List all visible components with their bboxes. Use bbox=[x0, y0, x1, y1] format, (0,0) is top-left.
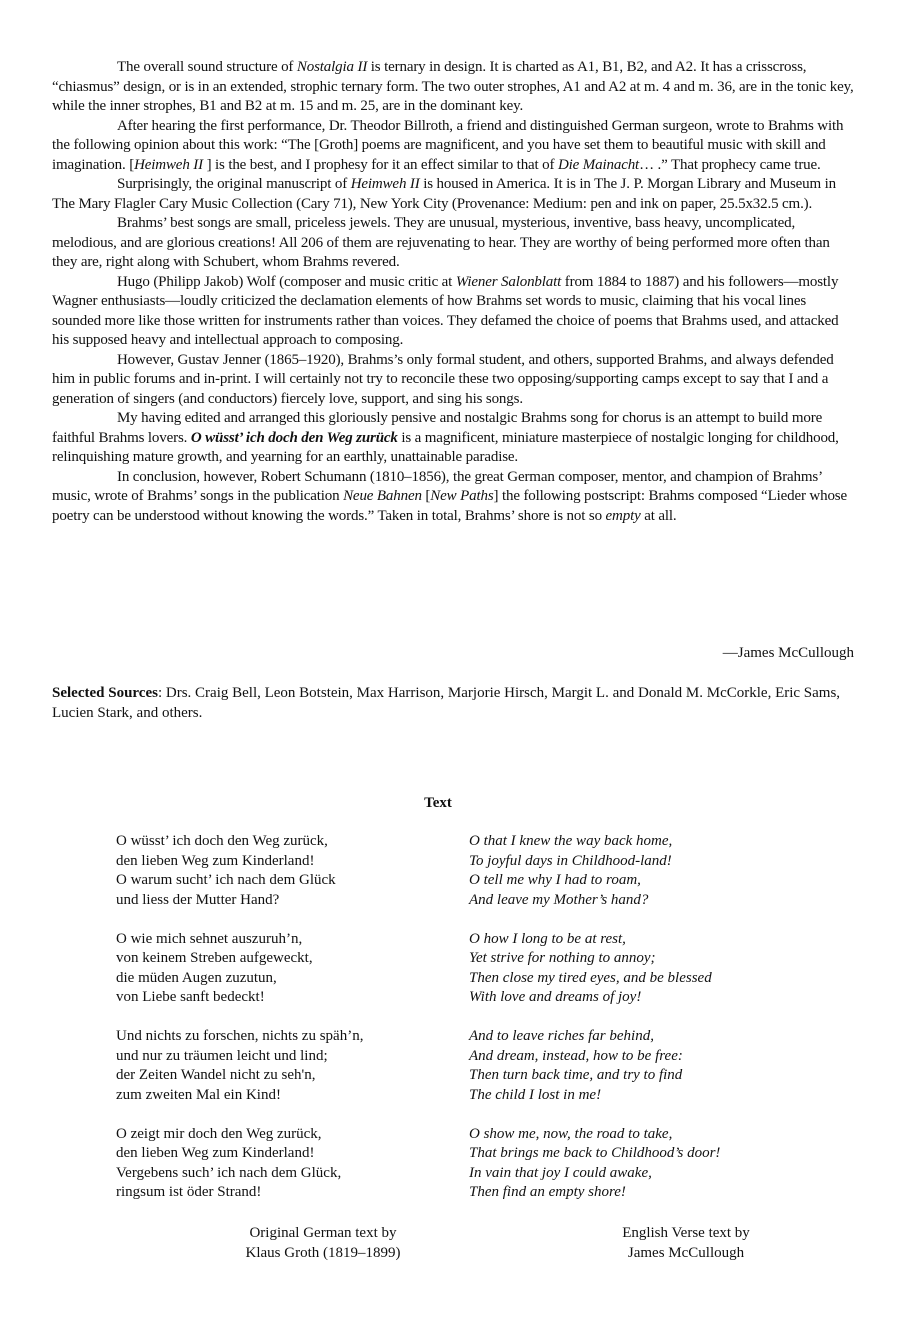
essay-paragraph bbox=[52, 273, 854, 351]
emphasized-text: Die Mainacht bbox=[557, 156, 640, 173]
emphasized-text: Neue Bahnen bbox=[343, 488, 422, 504]
english-credit-line: James McCullough bbox=[627, 1244, 745, 1261]
english-poem-line: To joyful days in Childhood-land! bbox=[469, 852, 672, 869]
essay-paragraph bbox=[52, 117, 854, 176]
essay-signature: —James McCullough bbox=[722, 645, 854, 661]
paragraph-text: ] is the best, and I prophesy for it an effect similar to that of bbox=[202, 156, 558, 173]
sources-text: : Drs. Craig Bell, Leon Botstein, Max Harrison, Marjorie Hirsch, Margit L. and Donald M. McCorkle, Eric Sams, Lucien Stark, and others. bbox=[52, 685, 841, 721]
essay-paragraph bbox=[52, 351, 854, 410]
paragraph-text: Brahms’ best songs are small, priceless jewels. They are unusual, mysterious, inventive, bass heavy, uncomplicated, melodious, and are glorious creations! All 206 of them are rejuvenating to hear. They are worthy of being performed more often than they are, right along with Schubert, whom Brahms revered. bbox=[52, 215, 830, 270]
essay-paragraph bbox=[52, 58, 854, 117]
german-poem-stanza bbox=[116, 1027, 436, 1105]
german-poem-line: O wüsst’ ich doch den Weg zurück, bbox=[116, 833, 328, 849]
sources-label: Selected Sources bbox=[52, 685, 158, 701]
german-poem-line: Vergebens such’ ich nach dem Glück, bbox=[116, 1164, 342, 1181]
selected-sources bbox=[52, 684, 852, 723]
english-poem-line: Then close my tired eyes, and be blessed bbox=[469, 969, 712, 986]
paragraph-text: ] the following postscript: Brahms composed “Lieder whose poetry can be understood without knowing the words.” Taken in total, Brahms’ shore is not so bbox=[52, 488, 847, 524]
german-credit-line: Original German text by bbox=[249, 1225, 397, 1241]
essay-paragraph bbox=[52, 175, 854, 214]
essay-body bbox=[52, 58, 854, 526]
german-poem-line: den lieben Weg zum Kinderland! bbox=[116, 1145, 315, 1161]
emphasized-text: Heimweh II bbox=[350, 176, 420, 192]
essay-paragraph bbox=[52, 409, 854, 468]
german-poem-line: O warum sucht’ ich nach dem Glück bbox=[116, 872, 336, 888]
english-poem-stanza bbox=[469, 1027, 799, 1105]
german-poem-line: und liess der Mutter Hand? bbox=[116, 891, 280, 908]
paragraph-text: … .” That prophecy came true. bbox=[639, 156, 821, 173]
paragraph-text: at all. bbox=[640, 507, 677, 524]
paragraph-text: is ternary in design. It is charted as A1, B1, B2, and A2. It has a crisscross, “chiasmus” design, or is in an extended, strophic ternary form. The two outer strophes, A1 and A2 at m. 4 and m. 36, are in the tonic key, while the inner strophes, B1 and B2 at m. 15 and m. 25, are in the dominant key. bbox=[52, 59, 854, 114]
paragraph-text: is housed in America. It is in The J. P. Morgan Library and Museum in The Mary Flagler Cary Music Collection (Cary 71), New York City (Provenance: Medium: pen and ink on paper, 25.5x32.5 cm.). bbox=[52, 176, 836, 212]
german-poem-stanza bbox=[116, 1125, 436, 1203]
paragraph-text: Surprisingly, the original manuscript of bbox=[117, 176, 351, 192]
english-poem-line: Yet strive for nothing to annoy; bbox=[469, 950, 656, 966]
emphasized-text: empty bbox=[605, 507, 641, 524]
german-credit-line: Klaus Groth (1819–1899) bbox=[245, 1244, 401, 1261]
german-poem-line: O wie mich sehnet auszuruh’n, bbox=[116, 930, 303, 947]
paragraph-text: My having edited and arranged this gloriously pensive and nostalgic Brahms song for chorus is an attempt to build more faithful Brahms lovers. bbox=[52, 410, 823, 446]
english-poem-line: O tell me why I had to roam, bbox=[469, 872, 641, 888]
english-poem-line: That brings me back to Childhood’s door! bbox=[469, 1145, 721, 1161]
english-poem-line: And leave my Mother’s hand? bbox=[469, 891, 649, 908]
paragraph-text: [ bbox=[421, 488, 431, 504]
emphasized-text: Wiener Salonblatt bbox=[455, 273, 562, 290]
english-poem-line: Then find an empty shore! bbox=[469, 1184, 626, 1200]
paragraph-text: In conclusion, however, Robert Schumann (1810–1856), the great German composer, mentor, and champion of Brahms’ music, wrote of Brahms’ songs in the publication bbox=[52, 468, 822, 504]
paragraph-text: However, Gustav Jenner (1865–1920), Brahms’s only formal student, and others, supported Brahms, and always defended him in public forums and in-print. I will certainly not try to reconcile these two opposing/supporting camps except to say that I and a generation of singers (and conductors) fiercely love, support, and sing his songs. bbox=[52, 351, 834, 407]
english-poem bbox=[469, 832, 799, 1222]
essay-paragraph bbox=[52, 214, 854, 273]
paragraph-text: After hearing the first performance, Dr. Theodor Billroth, a friend and distinguished German surgeon, wrote to Brahms with the following opinion about this work: “The [Groth] poems are magnificent, and you have set them to beautiful music with skill and imagination. [ bbox=[52, 117, 844, 173]
english-poem-stanza bbox=[469, 832, 799, 910]
german-poem-line: der Zeiten Wandel nicht zu seh'n, bbox=[116, 1067, 316, 1083]
german-poem-line: den lieben Weg zum Kinderland! bbox=[116, 852, 315, 869]
german-poem-stanza bbox=[116, 832, 436, 910]
german-poem-line: die müden Augen zuzutun, bbox=[116, 969, 277, 986]
english-poem-line: The child I lost in me! bbox=[469, 1086, 602, 1103]
german-poem-line: von keinem Streben aufgeweckt, bbox=[116, 950, 313, 966]
german-poem-line: von Liebe sanft bedeckt! bbox=[116, 989, 265, 1005]
english-poem-line: And to leave riches far behind, bbox=[469, 1028, 654, 1044]
english-credit bbox=[596, 1224, 776, 1263]
german-poem-line: O zeigt mir doch den Weg zurück, bbox=[116, 1125, 322, 1142]
german-credit bbox=[218, 1224, 428, 1263]
emphasized-text: O wüsst’ ich doch den Weg zurück bbox=[190, 429, 398, 446]
german-poem-line: ringsum ist öder Strand! bbox=[116, 1184, 262, 1200]
english-poem-line: In vain that joy I could awake, bbox=[469, 1164, 652, 1181]
english-poem-line: With love and dreams of joy! bbox=[469, 989, 642, 1005]
german-poem-stanza bbox=[116, 930, 436, 1008]
english-poem-line: O show me, now, the road to take, bbox=[469, 1125, 673, 1142]
german-poem-line: Und nichts zu forschen, nichts zu späh’n, bbox=[116, 1028, 364, 1044]
emphasized-text: Heimweh II bbox=[134, 156, 203, 173]
english-poem-line: O that I knew the way back home, bbox=[469, 833, 673, 849]
english-poem-line: O how I long to be at rest, bbox=[469, 930, 626, 947]
german-poem bbox=[116, 832, 436, 1222]
text-heading: Text bbox=[424, 795, 452, 811]
english-poem-line: And dream, instead, how to be free: bbox=[469, 1047, 683, 1064]
german-poem-line: zum zweiten Mal ein Kind! bbox=[116, 1086, 281, 1103]
english-credit-line: English Verse text by bbox=[622, 1225, 750, 1241]
paragraph-text: The overall sound structure of bbox=[117, 59, 297, 75]
english-poem-line: Then turn back time, and try to find bbox=[469, 1067, 683, 1083]
essay-paragraph bbox=[52, 468, 854, 527]
emphasized-text: Nostalgia II bbox=[296, 59, 368, 75]
english-poem-stanza bbox=[469, 930, 799, 1008]
german-poem-line: und nur zu träumen leicht und lind; bbox=[116, 1047, 328, 1064]
paragraph-text: from 1884 to 1887) and his followers—mostly Wagner enthusiasts—loudly criticized the declamation elements of how Brahms set words to music, claiming that his vocal lines sounded more like those written for instruments rather than voices. They defamed the choice of poems that Brahms used, and attacked his supposed heavy and intellectual approach to composing. bbox=[52, 273, 839, 348]
paragraph-text: Hugo (Philipp Jakob) Wolf (composer and music critic at bbox=[117, 273, 456, 290]
emphasized-text: New Paths bbox=[430, 488, 494, 504]
paragraph-text: is a magnificent, miniature masterpiece of nostalgic longing for childhood, relinquishing mature growth, and yearning for an earthly, unattainable paradise. bbox=[52, 429, 839, 465]
english-poem-stanza bbox=[469, 1125, 799, 1203]
